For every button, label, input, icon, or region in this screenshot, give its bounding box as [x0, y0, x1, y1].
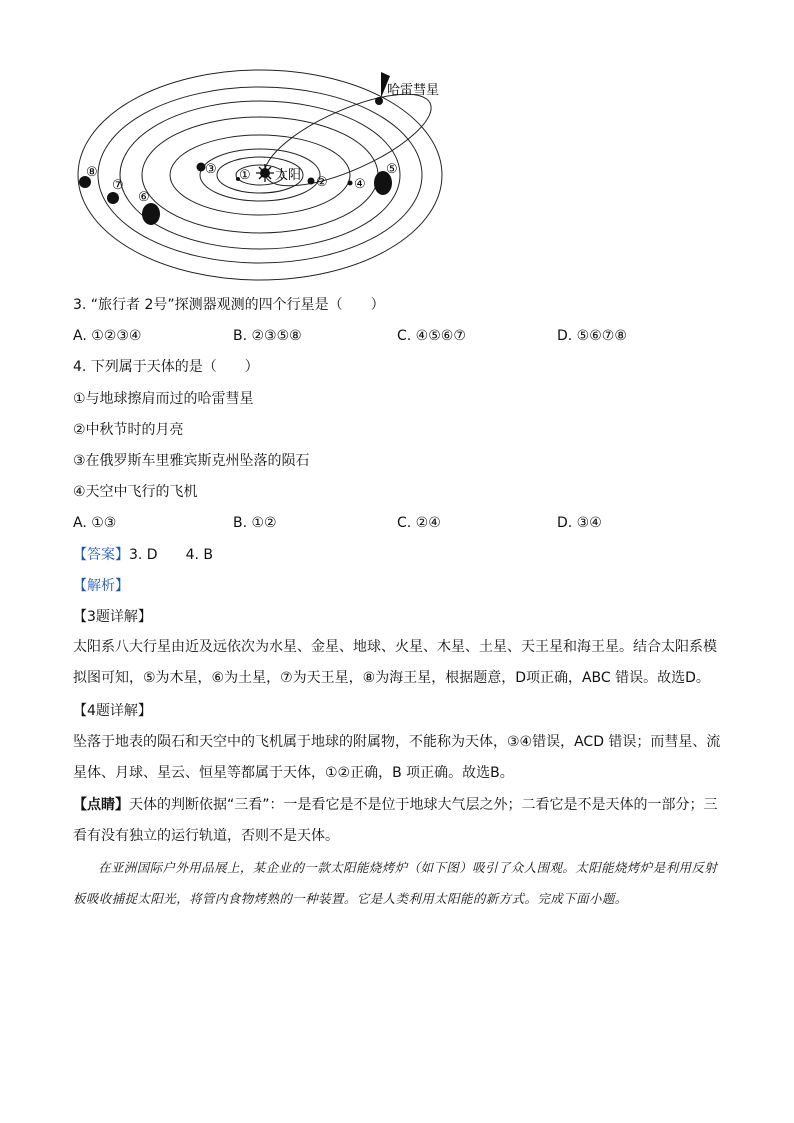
tip-block	[73, 790, 723, 852]
planet-label-6: ⑥	[138, 190, 150, 205]
planet-label-8: ⑧	[86, 165, 98, 180]
passage-text: 在亚洲国际户外用品展上，某企业的一款太阳能烧烤炉（如下图）吸引了众人围观。太阳能烧烤炉是利用反射板吸收捕捉太阳光，将管内食物烤熟的一种装置。它是人类利用太阳能的新方式。完成下面小题。	[73, 860, 718, 906]
q4-item-4: ④天空中飞行的飞机	[73, 484, 198, 500]
q4-option-c: C. ②④	[397, 515, 441, 531]
planet-label-7: ⑦	[112, 178, 124, 193]
planet-7	[107, 192, 119, 204]
solar-system-figure	[70, 60, 470, 285]
q3-option-b: B. ②③⑤⑧	[233, 328, 302, 344]
answer-line	[73, 545, 213, 565]
q4-item-3: ③在俄罗斯车里雅宾斯克州坠落的陨石	[73, 453, 310, 469]
tip-text: 天体的判断依据“三看”：一是看它是不是位于地球大气层之外；二看它是不是天体的一部分；三看有没有独立的运行轨道，否则不是天体。	[73, 797, 718, 844]
orbit-6	[120, 101, 400, 249]
q4-detail-label: 【4题详解】	[73, 703, 152, 719]
planet-6	[142, 203, 160, 225]
planet-4	[348, 181, 353, 186]
planet-2	[308, 178, 315, 185]
answer-text: 3. D 4. B	[129, 547, 213, 563]
solar-system-diagram	[70, 60, 470, 285]
q4-detail-text: 坠落于地表的陨石和天空中的飞机属于地球的附属物，不能称为天体，③④错误，ACD 错误；而彗星、流星体、月球、星云、恒星等都属于天体，①②正确，B 项正确。故选B。	[73, 734, 721, 781]
planet-label-4: ④	[354, 177, 366, 192]
planet-label-2: ②	[316, 175, 328, 190]
q3-detail-text: 太阳系八大行星由近及远依次为水星、金星、地球、火星、木星、土星、天王星和海王星。结合太阳系模拟图可知，⑤为木星，⑥为土星，⑦为天王星，⑧为海王星，根据题意，D项正确，ABC 错误。故选D。	[73, 639, 717, 686]
sun-icon	[256, 164, 274, 182]
q3-option-a: A. ①②③④	[73, 328, 142, 344]
analysis-label: 【解析】	[73, 578, 129, 594]
sun-label: 太阳	[275, 168, 302, 183]
planet-label-3: ③	[205, 162, 217, 177]
orbit-7	[98, 87, 422, 263]
q3-option-c: C. ④⑤⑥⑦	[397, 328, 466, 344]
q4-option-d: D. ③④	[557, 515, 602, 531]
tip-label: 【点睛】	[73, 797, 129, 813]
comet-label: 哈雷彗星	[387, 83, 440, 98]
q3-detail-label: 【3题详解】	[73, 609, 152, 625]
q4-option-b: B. ①②	[233, 515, 277, 531]
q4-stem: 4. 下列属于天体的是（ ）	[73, 359, 259, 375]
q4-item-1: ①与地球擦肩而过的哈雷彗星	[73, 391, 254, 407]
answer-label: 【答案】	[73, 547, 129, 563]
planet-label-1: ①	[239, 168, 251, 183]
q4-option-a: A. ①③	[73, 515, 117, 531]
q3-option-d: D. ⑤⑥⑦⑧	[557, 328, 627, 344]
q4-item-2: ②中秋节时的月亮	[73, 422, 184, 438]
planet-label-5: ⑤	[386, 162, 398, 177]
q3-stem: 3. “旅行者 2号”探测器观测的四个行星是（ ）	[73, 297, 385, 313]
